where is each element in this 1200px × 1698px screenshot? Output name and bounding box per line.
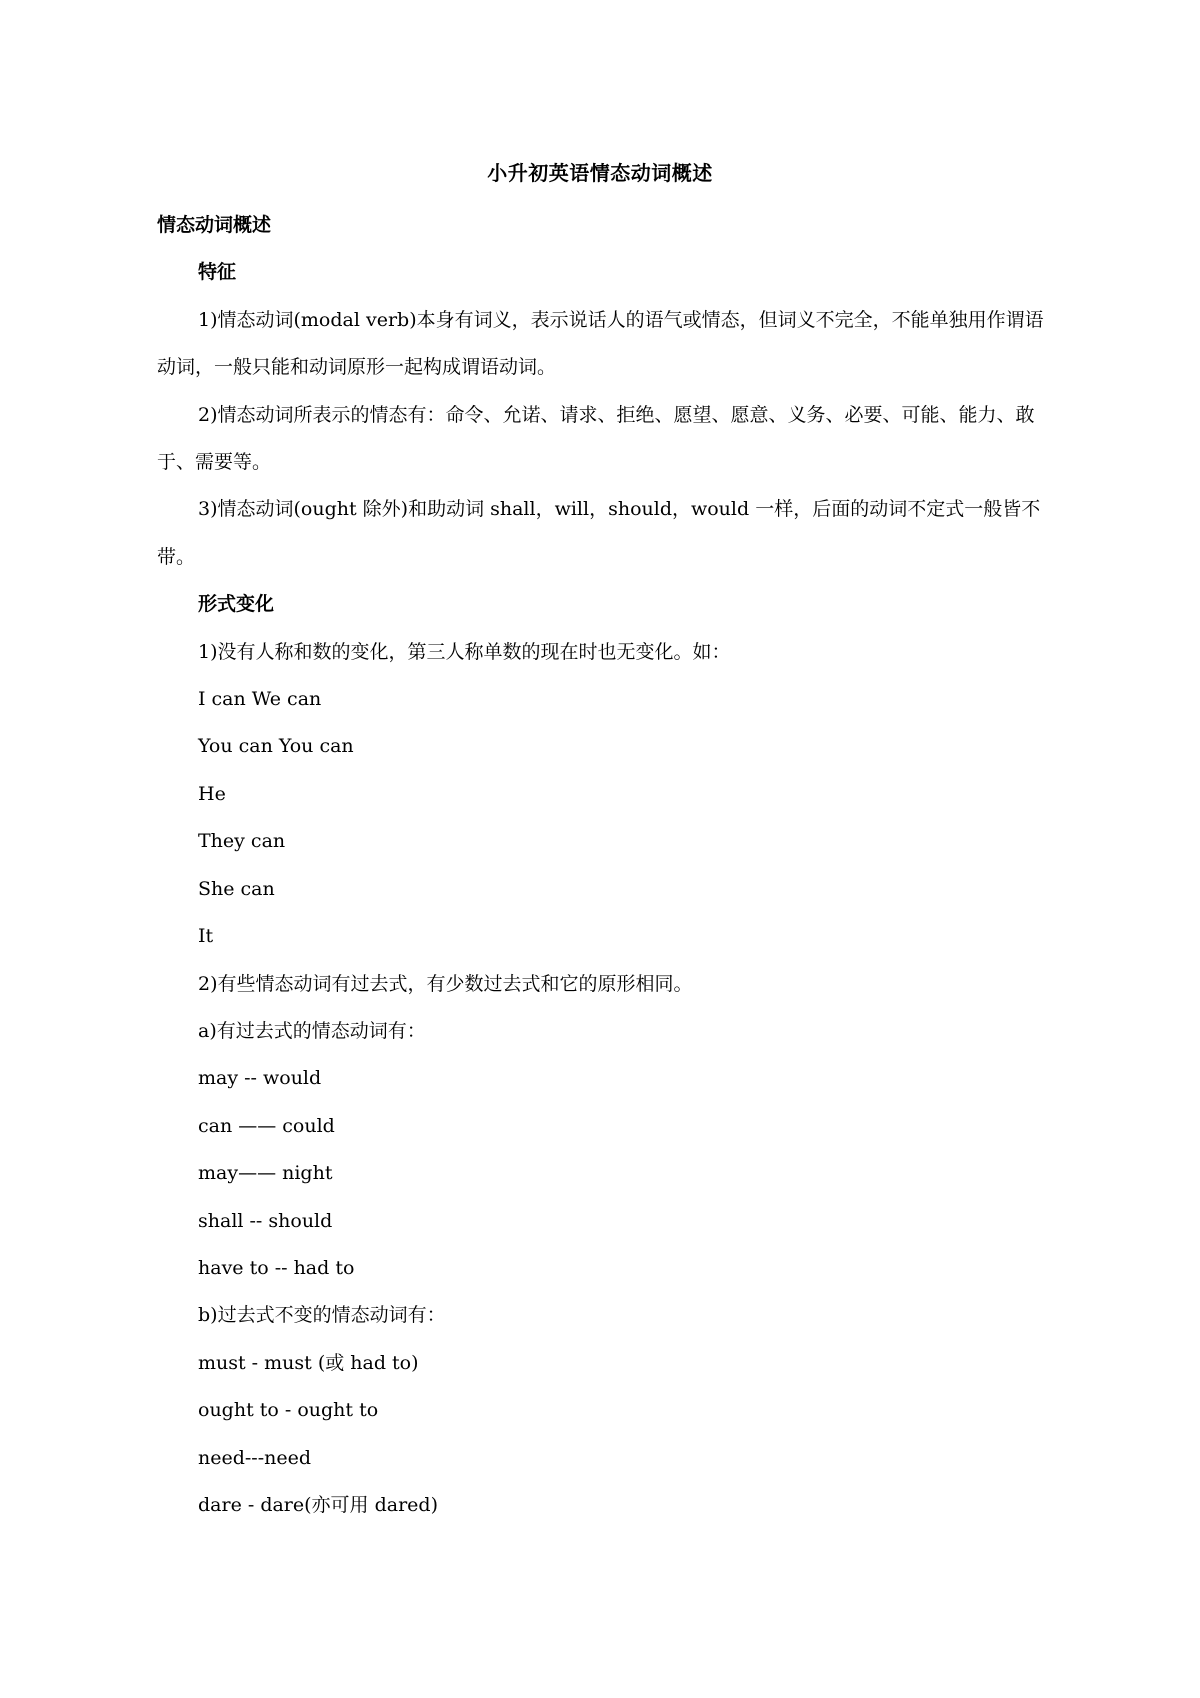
feature-paragraph-3: 3)情态动词(ought 除外)和助动词 shall，will，should，would 一样，后面的动词不定式一般皆不带。 [157, 498, 1041, 568]
list-item-a: have to -- had to [198, 1256, 355, 1279]
main-heading: 情态动词概述 [157, 214, 272, 236]
document-title: 小升初英语情态动词概述 [487, 161, 713, 185]
example-line: It [198, 925, 214, 948]
feature-paragraph-1: 1)情态动词(modal verb)本身有词义，表示说话人的语气或情态，但词义不完全，不能单独用作谓语动词，一般只能和动词原形一起构成谓语动词。 [157, 308, 1044, 379]
list-label-a: a)有过去式的情态动词有： [198, 1019, 426, 1042]
document-body [157, 202, 1057, 1529]
section-heading-forms: 形式变化 [198, 593, 275, 616]
example-line: I can We can [198, 688, 322, 711]
example-line: He [198, 782, 226, 805]
list-item-a: may—— night [198, 1162, 333, 1185]
list-item-b: ought to - ought to [198, 1399, 379, 1422]
example-line: You can You can [198, 735, 354, 758]
section-heading-features: 特征 [198, 261, 237, 284]
list-item-a: shall -- should [198, 1209, 333, 1232]
list-item-b: need---need [198, 1446, 312, 1469]
forms-paragraph-1: 1)没有人称和数的变化，第三人称单数的现在时也无变化。如： [198, 640, 731, 663]
list-item-a: may -- would [198, 1067, 322, 1090]
example-line: She can [198, 877, 275, 900]
list-label-b: b)过去式不变的情态动词有： [198, 1304, 446, 1327]
list-item-b: must - must (或 had to) [198, 1351, 419, 1374]
feature-paragraph-2: 2)情态动词所表示的情态有：命令、允诺、请求、拒绝、愿望、愿意、义务、必要、可能、能力、敢于、需要等。 [157, 403, 1035, 474]
example-line: They can [198, 830, 286, 853]
list-item-b: dare - dare(亦可用 dared) [198, 1493, 438, 1516]
forms-paragraph-2: 2)有些情态动词有过去式，有少数过去式和它的原形相同。 [198, 972, 693, 995]
list-item-a: can —— could [198, 1114, 335, 1137]
